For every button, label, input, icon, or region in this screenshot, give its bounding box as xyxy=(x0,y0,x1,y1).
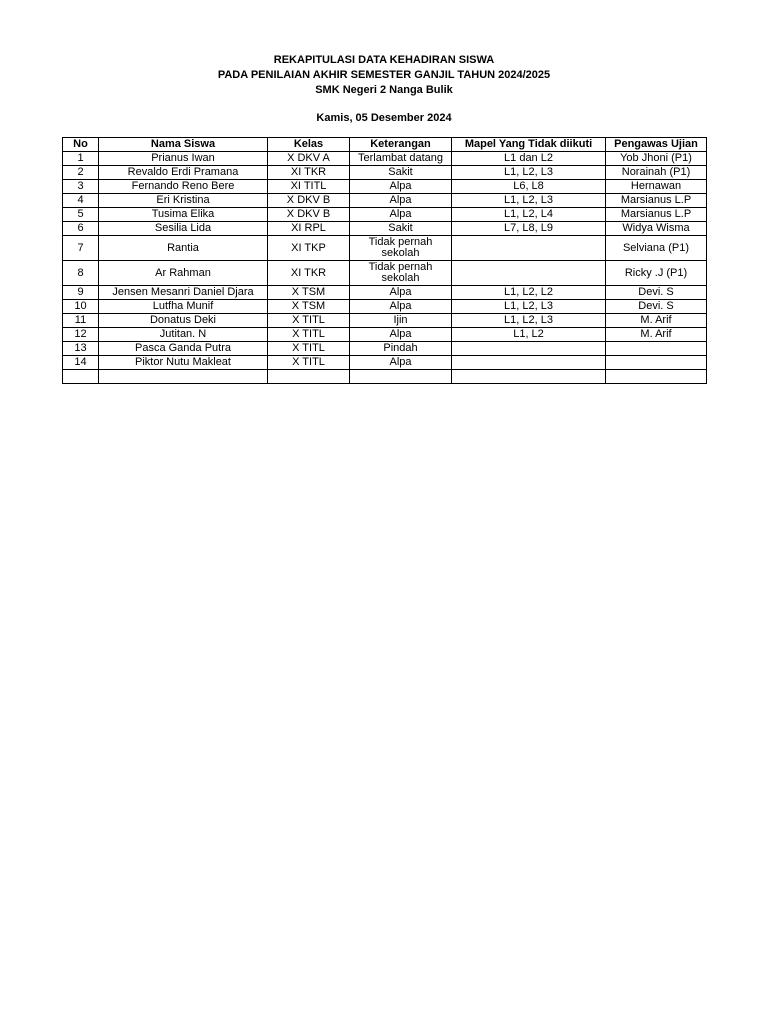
cell-kelas: X DKV A xyxy=(268,152,350,166)
cell-mapel: L7, L8, L9 xyxy=(452,222,606,236)
table-row xyxy=(63,180,707,194)
cell-pengawas: Marsianus L.P xyxy=(606,194,707,208)
column-header-pengawas: Pengawas Ujian xyxy=(606,138,707,152)
cell-mapel: L1, L2, L3 xyxy=(452,314,606,328)
table-row xyxy=(63,194,707,208)
cell-mapel: L1, L2 xyxy=(452,328,606,342)
cell-mapel xyxy=(452,342,606,356)
cell-nama xyxy=(99,370,268,384)
cell-keterangan: Ijin xyxy=(350,314,452,328)
cell-keterangan: Alpa xyxy=(350,208,452,222)
cell-keterangan: Sakit xyxy=(350,166,452,180)
cell-keterangan xyxy=(350,370,452,384)
cell-kelas: X TITL xyxy=(268,342,350,356)
column-header-mapel: Mapel Yang Tidak diikuti xyxy=(452,138,606,152)
cell-no: 1 xyxy=(63,152,99,166)
cell-kelas: X TITL xyxy=(268,356,350,370)
cell-keterangan: Alpa xyxy=(350,300,452,314)
cell-mapel: L6, L8 xyxy=(452,180,606,194)
column-header-kelas: Kelas xyxy=(268,138,350,152)
cell-nama: Jutitan. N xyxy=(99,328,268,342)
cell-mapel xyxy=(452,236,606,261)
cell-no: 8 xyxy=(63,261,99,286)
attendance-table xyxy=(62,137,707,384)
cell-no: 4 xyxy=(63,194,99,208)
cell-mapel: L1, L2, L3 xyxy=(452,300,606,314)
cell-no: 2 xyxy=(63,166,99,180)
school-name: SMK Negeri 2 Nanga Bulik xyxy=(315,84,453,96)
table-row xyxy=(63,166,707,180)
cell-kelas: X TSM xyxy=(268,300,350,314)
table-row-empty xyxy=(63,370,707,384)
cell-no: 12 xyxy=(63,328,99,342)
table-row xyxy=(63,300,707,314)
cell-keterangan: Alpa xyxy=(350,356,452,370)
cell-kelas: XI TKR xyxy=(268,166,350,180)
cell-kelas: XI TKR xyxy=(268,261,350,286)
column-header-nama-siswa: Nama Siswa xyxy=(99,138,268,152)
cell-kelas: X TSM xyxy=(268,286,350,300)
cell-keterangan: Alpa xyxy=(350,194,452,208)
cell-no: 10 xyxy=(63,300,99,314)
cell-nama: Ar Rahman xyxy=(99,261,268,286)
cell-kelas: X TITL xyxy=(268,314,350,328)
cell-keterangan: Tidak pernah sekolah xyxy=(350,261,452,286)
table-row xyxy=(63,314,707,328)
table-row xyxy=(63,152,707,166)
cell-no: 6 xyxy=(63,222,99,236)
cell-pengawas: Devi. S xyxy=(606,286,707,300)
cell-nama: Pasca Ganda Putra xyxy=(99,342,268,356)
cell-nama: Revaldo Erdi Pramana xyxy=(99,166,268,180)
cell-nama: Lutfha Munif xyxy=(99,300,268,314)
cell-nama: Rantia xyxy=(99,236,268,261)
cell-kelas: X DKV B xyxy=(268,194,350,208)
cell-keterangan: Sakit xyxy=(350,222,452,236)
cell-nama: Fernando Reno Bere xyxy=(99,180,268,194)
cell-keterangan: Pindah xyxy=(350,342,452,356)
cell-pengawas: Marsianus L.P xyxy=(606,208,707,222)
cell-no: 13 xyxy=(63,342,99,356)
cell-pengawas xyxy=(606,342,707,356)
table-row xyxy=(63,208,707,222)
column-header-keterangan: Keterangan xyxy=(350,138,452,152)
cell-mapel: L1, L2, L3 xyxy=(452,194,606,208)
cell-pengawas: Widya Wisma xyxy=(606,222,707,236)
cell-kelas: XI TITL xyxy=(268,180,350,194)
cell-no: 3 xyxy=(63,180,99,194)
cell-no: 11 xyxy=(63,314,99,328)
cell-kelas: X TITL xyxy=(268,328,350,342)
cell-mapel: L1, L2, L2 xyxy=(452,286,606,300)
cell-nama: Jensen Mesanri Daniel Djara xyxy=(99,286,268,300)
cell-pengawas: Yob Jhoni (P1) xyxy=(606,152,707,166)
table-row xyxy=(63,286,707,300)
table-header-row xyxy=(63,138,707,152)
cell-mapel: L1, L2, L3 xyxy=(452,166,606,180)
cell-pengawas: Selviana (P1) xyxy=(606,236,707,261)
cell-no: 14 xyxy=(63,356,99,370)
cell-nama: Sesilia Lida xyxy=(99,222,268,236)
report-title: REKAPITULASI DATA KEHADIRAN SISWA xyxy=(273,54,495,66)
cell-mapel xyxy=(452,370,606,384)
cell-keterangan: Alpa xyxy=(350,180,452,194)
cell-kelas: XI RPL xyxy=(268,222,350,236)
cell-kelas xyxy=(268,370,350,384)
table-row xyxy=(63,236,707,261)
table-row xyxy=(63,328,707,342)
cell-nama: Prianus Iwan xyxy=(99,152,268,166)
cell-pengawas: Norainah (P1) xyxy=(606,166,707,180)
column-header-no: No xyxy=(63,138,99,152)
cell-nama: Piktor Nutu Makleat xyxy=(99,356,268,370)
cell-no: 9 xyxy=(63,286,99,300)
cell-kelas: X DKV B xyxy=(268,208,350,222)
cell-no: 7 xyxy=(63,236,99,261)
table-row xyxy=(63,222,707,236)
cell-mapel xyxy=(452,261,606,286)
cell-no xyxy=(63,370,99,384)
table-row xyxy=(63,356,707,370)
cell-nama: Eri Kristina xyxy=(99,194,268,208)
cell-keterangan: Terlambat datang xyxy=(350,152,452,166)
table-row xyxy=(63,261,707,286)
cell-mapel xyxy=(452,356,606,370)
cell-kelas: XI TKP xyxy=(268,236,350,261)
report-subtitle: PADA PENILAIAN AKHIR SEMESTER GANJIL TAHUN 2024/2025 xyxy=(217,69,551,81)
cell-pengawas: Ricky .J (P1) xyxy=(606,261,707,286)
cell-mapel: L1 dan L2 xyxy=(452,152,606,166)
document-header xyxy=(0,53,768,126)
cell-pengawas: M. Arif xyxy=(606,328,707,342)
cell-pengawas: M. Arif xyxy=(606,314,707,328)
cell-keterangan: Tidak pernah sekolah xyxy=(350,236,452,261)
cell-pengawas xyxy=(606,356,707,370)
table-row xyxy=(63,342,707,356)
cell-no: 5 xyxy=(63,208,99,222)
cell-pengawas xyxy=(606,370,707,384)
cell-pengawas: Devi. S xyxy=(606,300,707,314)
cell-nama: Tusima Elika xyxy=(99,208,268,222)
cell-mapel: L1, L2, L4 xyxy=(452,208,606,222)
cell-nama: Donatus Deki xyxy=(99,314,268,328)
cell-keterangan: Alpa xyxy=(350,328,452,342)
cell-pengawas: Hernawan xyxy=(606,180,707,194)
cell-keterangan: Alpa xyxy=(350,286,452,300)
report-date: Kamis, 05 Desember 2024 xyxy=(316,112,452,124)
